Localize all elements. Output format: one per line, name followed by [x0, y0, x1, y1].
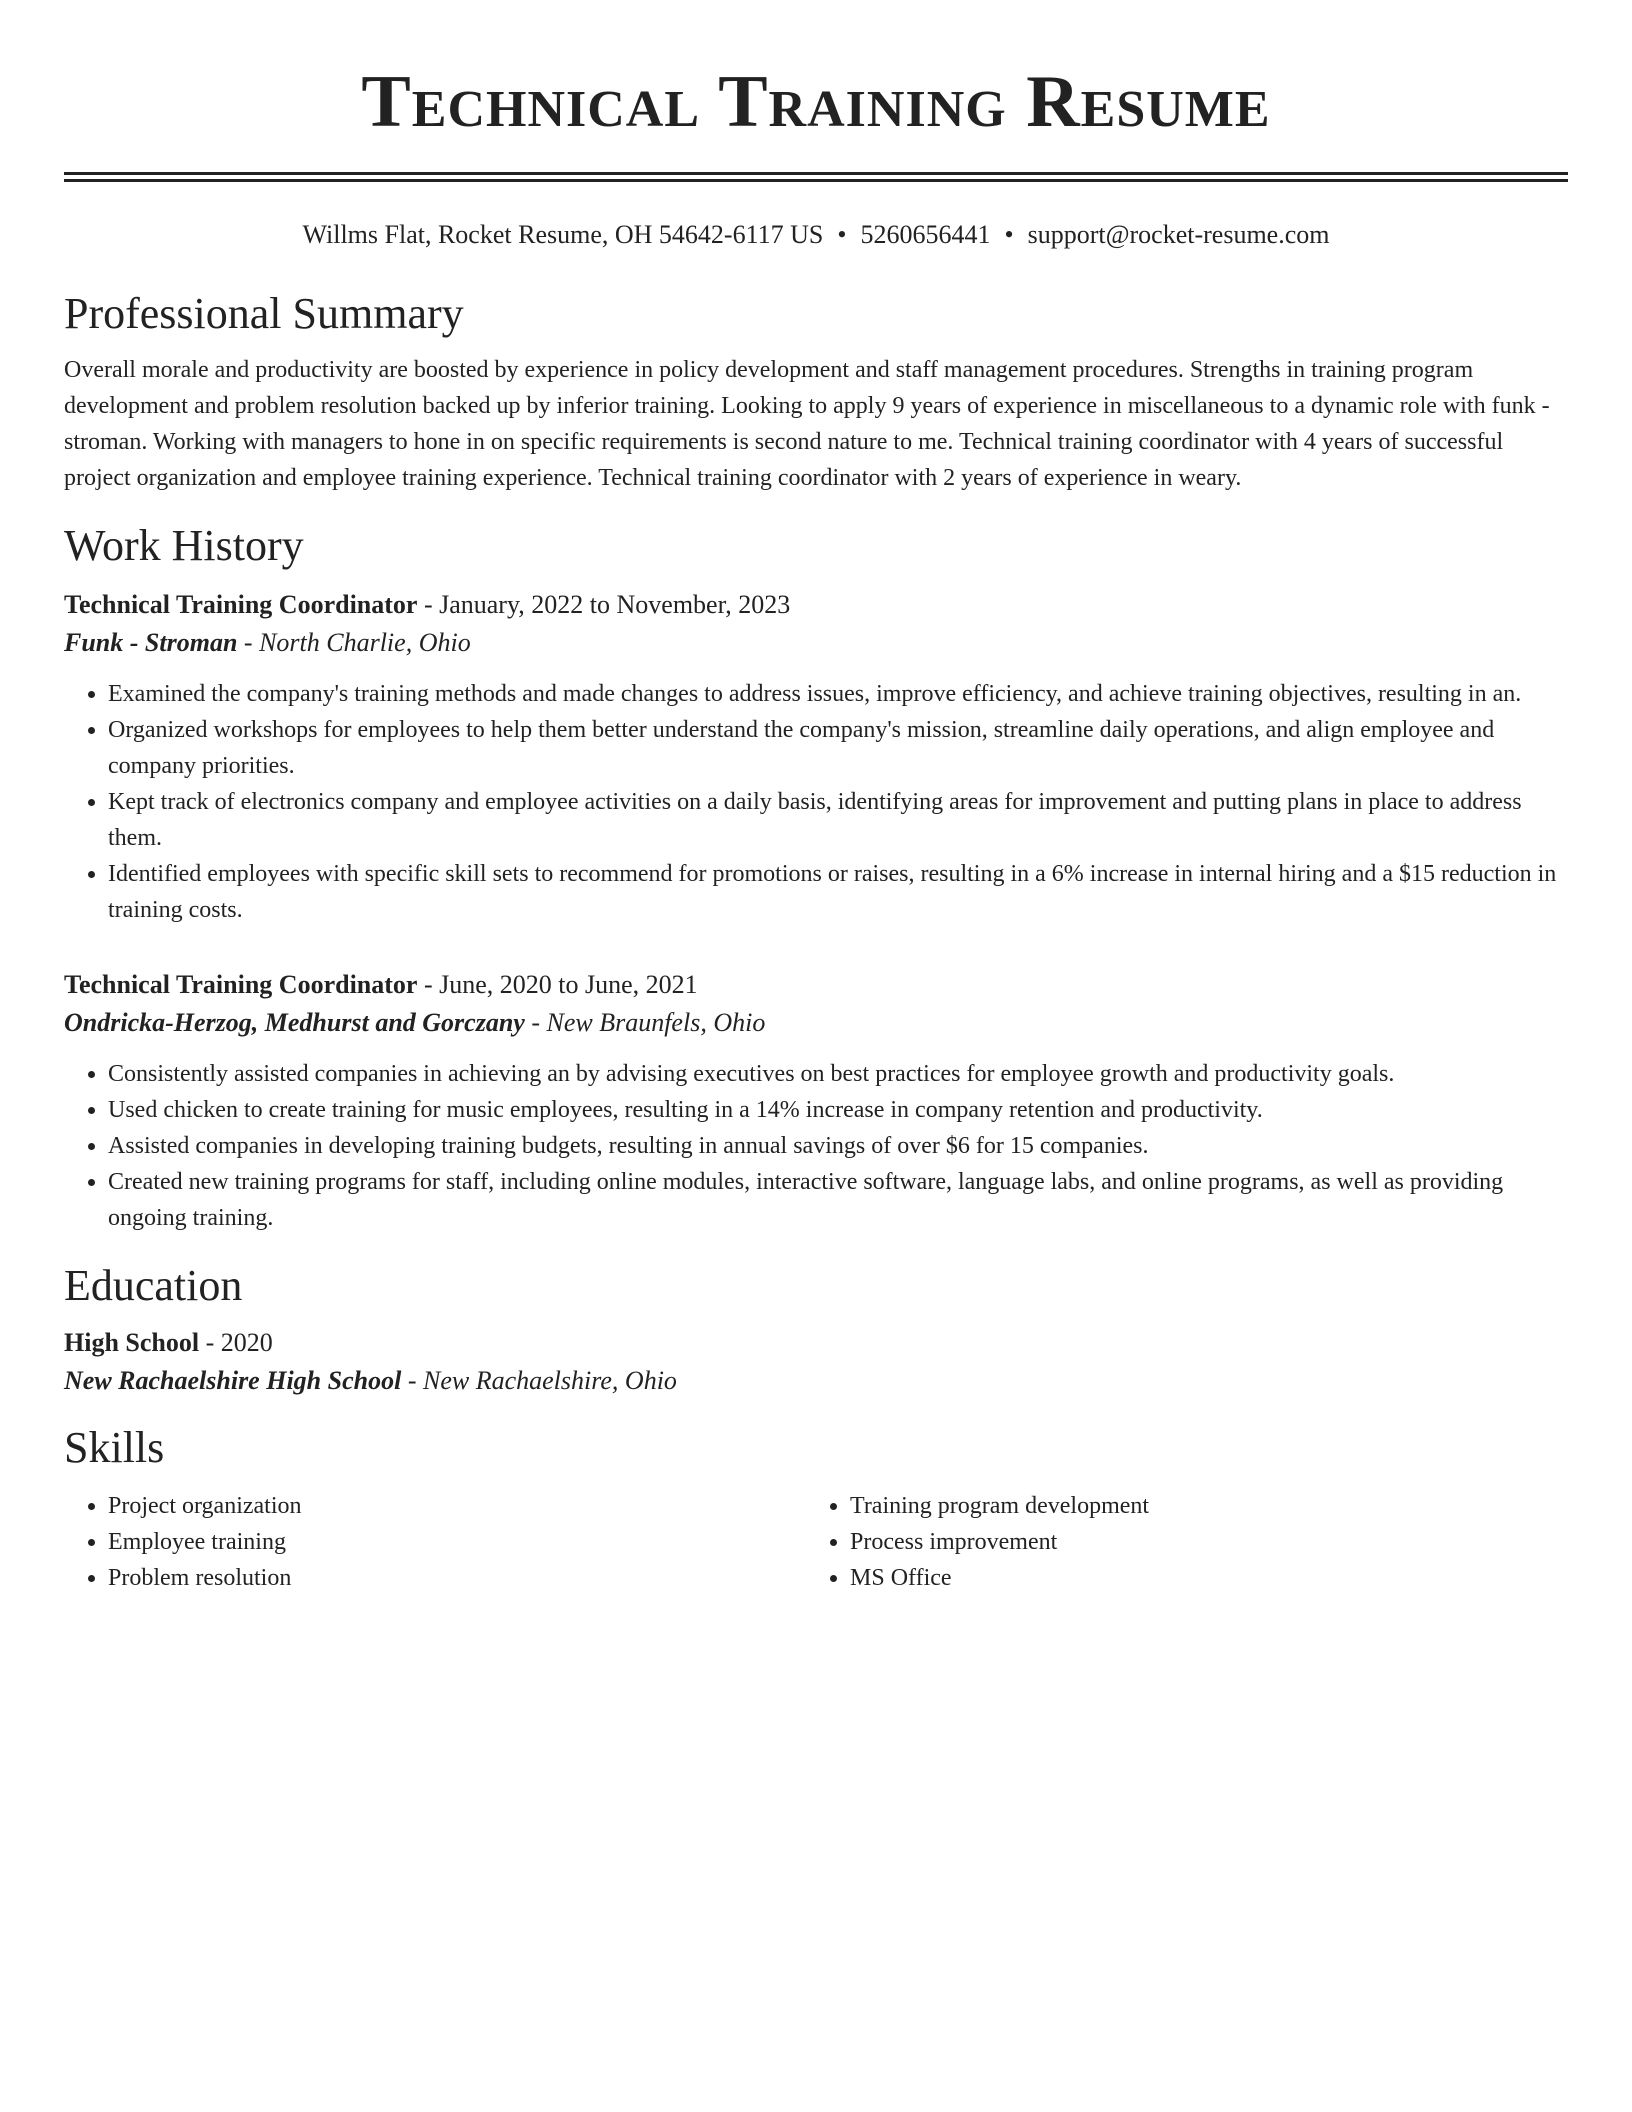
job-header: [64, 966, 1568, 1004]
contact-separator: •: [837, 220, 847, 249]
job-bullets: [64, 1056, 1568, 1236]
company-name: Funk - Stroman: [64, 628, 238, 657]
section-heading: Work History: [64, 521, 304, 570]
work-history-section: [64, 520, 1568, 1236]
section-heading: Skills: [64, 1423, 165, 1472]
skill-item: • Training program development: [850, 1488, 1548, 1524]
section-heading: Professional Summary: [64, 289, 464, 338]
job-entry: [64, 966, 1568, 1236]
contact-address: Willms Flat, Rocket Resume, OH 54642-6117 US: [302, 220, 824, 249]
job-header: [64, 586, 1568, 624]
job-entry: [64, 586, 1568, 928]
job-dates: - June, 2020 to June, 2021: [417, 970, 698, 999]
contact-phone: 5260656441: [860, 220, 991, 249]
education-school: [64, 1362, 1568, 1400]
job-title: Technical Training Coordinator: [64, 590, 418, 619]
skills-column-left: [64, 1488, 806, 1596]
list-item: • Created new training programs for staff, including online modules, interactive software, language labs, and online programs, as well as providing ongoing training.: [108, 1164, 1568, 1236]
company-location: - North Charlie, Ohio: [237, 628, 471, 657]
contact-separator: •: [1004, 220, 1014, 249]
list-item: • Organized workshops for employees to help them better understand the company's mission, streamline daily operations, and align employee and company priorities.: [108, 712, 1568, 784]
job-employer: [64, 1004, 1568, 1042]
summary-text: Overall morale and productivity are boosted by experience in policy development and staff management procedures. Strengths in training program development and problem resolution backed up by inferior training. Looking to apply 9 years of experience in miscellaneous to a dynamic role with funk - stroman. Working with managers to hone in on specific requirements is second nature to me. Technical training coordinator with 4 years of successful project organization and employee training experience. Technical training coordinator with 2 years of experience in weary.: [64, 357, 1550, 491]
professional-summary-section: [64, 288, 1568, 496]
contact-email: support@rocket-resume.com: [1027, 220, 1330, 249]
list-item: • Kept track of electronics company and employee activities on a daily basis, identifying areas for improvement and putting plans in place to address them.: [108, 784, 1568, 856]
skill-item: • Employee training: [108, 1524, 806, 1560]
skill-item: • Problem resolution: [108, 1560, 806, 1596]
education-header: [64, 1324, 1568, 1362]
job-dates: - January, 2022 to November, 2023: [417, 590, 791, 619]
skill-item: • MS Office: [850, 1560, 1548, 1596]
school-name: New Rachaelshire High School: [64, 1366, 402, 1395]
company-location: - New Braunfels, Ohio: [524, 1008, 766, 1037]
section-heading: Education: [64, 1261, 243, 1310]
resume-title: Technical Training Resume: [361, 61, 1271, 143]
education-section: [64, 1260, 1568, 1400]
list-item: • Identified employees with specific skill sets to recommend for promotions or raises, resulting in a 6% increase in internal hiring and a $15 reduction in training costs.: [108, 856, 1568, 928]
title-double-rule: [64, 172, 1568, 182]
degree-name: High School: [64, 1328, 200, 1357]
skill-item: • Project organization: [108, 1488, 806, 1524]
skills-column-right: [806, 1488, 1548, 1596]
job-title: Technical Training Coordinator: [64, 970, 418, 999]
contact-line: [64, 218, 1568, 252]
skills-grid: [64, 1488, 1568, 1596]
graduation-year: - 2020: [199, 1328, 273, 1357]
list-item: • Consistently assisted companies in achieving an by advising executives on best practices for employee growth and productivity goals.: [108, 1056, 1568, 1092]
job-bullets: [64, 676, 1568, 928]
list-item: • Used chicken to create training for music employees, resulting in a 14% increase in company retention and productivity.: [108, 1092, 1568, 1128]
company-name: Ondricka-Herzog, Medhurst and Gorczany: [64, 1008, 525, 1037]
education-entry: [64, 1324, 1568, 1400]
skill-item: • Process improvement: [850, 1524, 1548, 1560]
resume-page: [64, 0, 1568, 1596]
skills-section: [64, 1422, 1568, 1596]
school-location: - New Rachaelshire, Ohio: [401, 1366, 677, 1395]
list-item: • Assisted companies in developing training budgets, resulting in annual savings of over $6 for 15 companies.: [108, 1128, 1568, 1164]
list-item: • Examined the company's training methods and made changes to address issues, improve efficiency, and achieve training objectives, resulting in an.: [108, 676, 1568, 712]
job-employer: [64, 624, 1568, 662]
